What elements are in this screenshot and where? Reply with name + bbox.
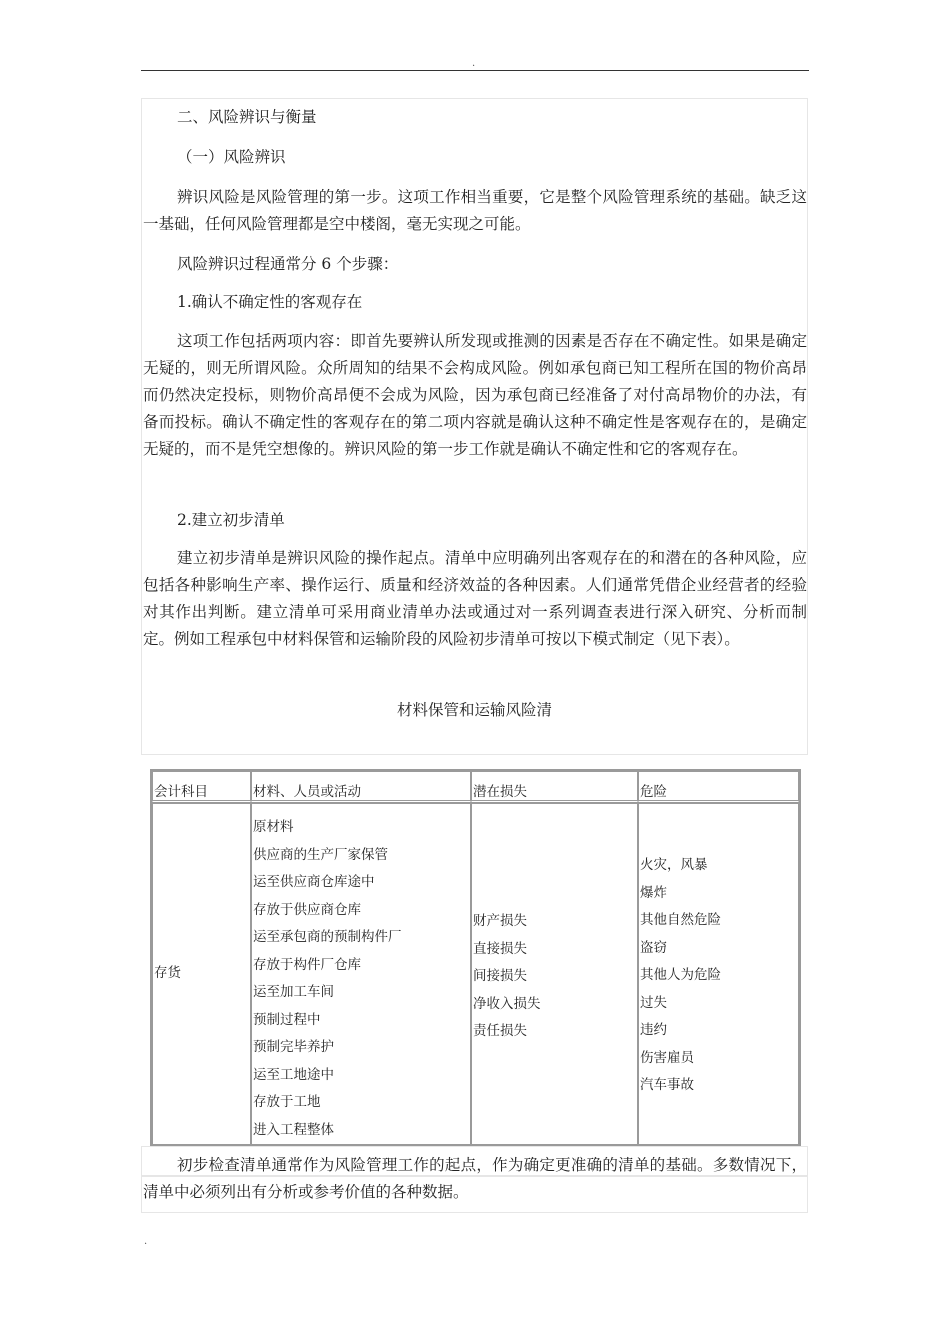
table-header-row — [152, 771, 799, 803]
step2-text: 建立初步清单是辨识风险的操作起点。清单中应明确列出客观存在的和潜在的各种风险，应包括各种影响生产率、操作运行、质量和经济效益的各种因素。人们通常凭借企业经营者的经验对其作出判断。建立清单可采用商业清单办法或通过对一系列调查表进行深入研究、分析而制定。例如工程承包中材料保管和运输阶段的风险初步清单可按以下模式制定（见下表）。 — [143, 549, 807, 648]
list-item: 火灾，风暴 — [640, 857, 708, 873]
list-item: 爆炸 — [640, 884, 667, 901]
list-item: 预制完毕养护 — [253, 1039, 334, 1055]
table-caption: 材料保管和运输风险清 — [396, 701, 552, 719]
list-item: 其他人为危险 — [640, 967, 721, 983]
list-item: 原材料 — [253, 819, 294, 835]
page-header-mark: . — [472, 58, 476, 69]
header-rule — [141, 70, 809, 71]
section-subtitle: （一）风险辨识 — [177, 148, 286, 166]
step1-heading: 1.确认不确定性的客观存在 — [177, 293, 363, 311]
list-item: 净收入损失 — [473, 995, 541, 1012]
step2-heading: 2.建立初步清单 — [177, 511, 285, 529]
paragraph-steps: 风险辨识过程通常分 6 个步骤： — [177, 255, 399, 273]
list-item: 财产损失 — [473, 913, 527, 929]
list-item: 其他自然危险 — [640, 912, 721, 928]
list-item: 存放于工地 — [253, 1094, 321, 1110]
step1-text: 这项工作包括两项内容：即首先要辨认所发现或推测的因素是否存在不确定性。如果是确定无疑的，则无所谓风险。众所周知的结果不会构成风险。例如承包商已知工程所在国的物价高昂而仍然决定投标，则物价高昂便不会成为风险，因为承包商已经准备了对付高昂物价的办法，有备而投标。确认不确定性的客观存在的第二项内容就是确认这种不确定性是客观存在的，是确定无疑的，而不是凭空想像的。辨识风险的第一步工作就是确认不确定性和它的客观存在。 — [143, 332, 807, 458]
list-item: 直接损失 — [473, 940, 527, 957]
list-item: 责任损失 — [473, 1023, 527, 1039]
list-item: 伤害雇员 — [640, 1049, 694, 1066]
table-row — [152, 803, 799, 1145]
header-hazards: 危险 — [638, 771, 799, 803]
list-item: 违约 — [640, 1022, 667, 1038]
header-losses: 潜在损失 — [471, 771, 638, 803]
list-item: 汽车事故 — [640, 1077, 694, 1093]
closing-paragraph: 初步检查清单通常作为风险管理工作的起点，作为确定更准确的清单的基础。多数情况下，清单中必须列出有分析或参考价值的各种数据。 — [143, 1156, 807, 1201]
list-item: 存放于构件厂仓库 — [253, 956, 361, 973]
list-item: 预制过程中 — [253, 1011, 321, 1028]
list-item: 运至加工车间 — [253, 984, 334, 1000]
list-item: 间接损失 — [473, 968, 527, 984]
list-item: 过失 — [640, 994, 667, 1011]
header-account: 会计科目 — [152, 771, 251, 803]
section-title: 二、风险辨识与衡量 — [177, 108, 317, 126]
list-item: 运至承包商的预制构件厂 — [253, 929, 402, 945]
paragraph-intro: 辨识风险是风险管理的第一步。这项工作相当重要，它是整个风险管理系统的基础。缺乏这一基础，任何风险管理都是空中楼阁，毫无实现之可能。 — [143, 188, 807, 233]
losses-cell — [471, 803, 638, 1145]
list-item: 进入工程整体 — [253, 1121, 334, 1138]
list-item: 运至供应商仓库途中 — [253, 874, 375, 890]
account-cell: 存货 — [152, 803, 251, 1145]
hazards-cell — [638, 803, 799, 1145]
list-item: 运至工地途中 — [253, 1066, 334, 1083]
list-item: 供应商的生产厂家保管 — [253, 846, 388, 863]
page-footer-mark: . — [144, 1236, 148, 1247]
risk-table — [150, 769, 801, 1147]
activities-cell — [251, 803, 471, 1145]
header-activities: 材料、人员或活动 — [251, 771, 471, 803]
list-item: 存放于供应商仓库 — [253, 901, 361, 918]
list-item: 盗窃 — [640, 939, 667, 956]
